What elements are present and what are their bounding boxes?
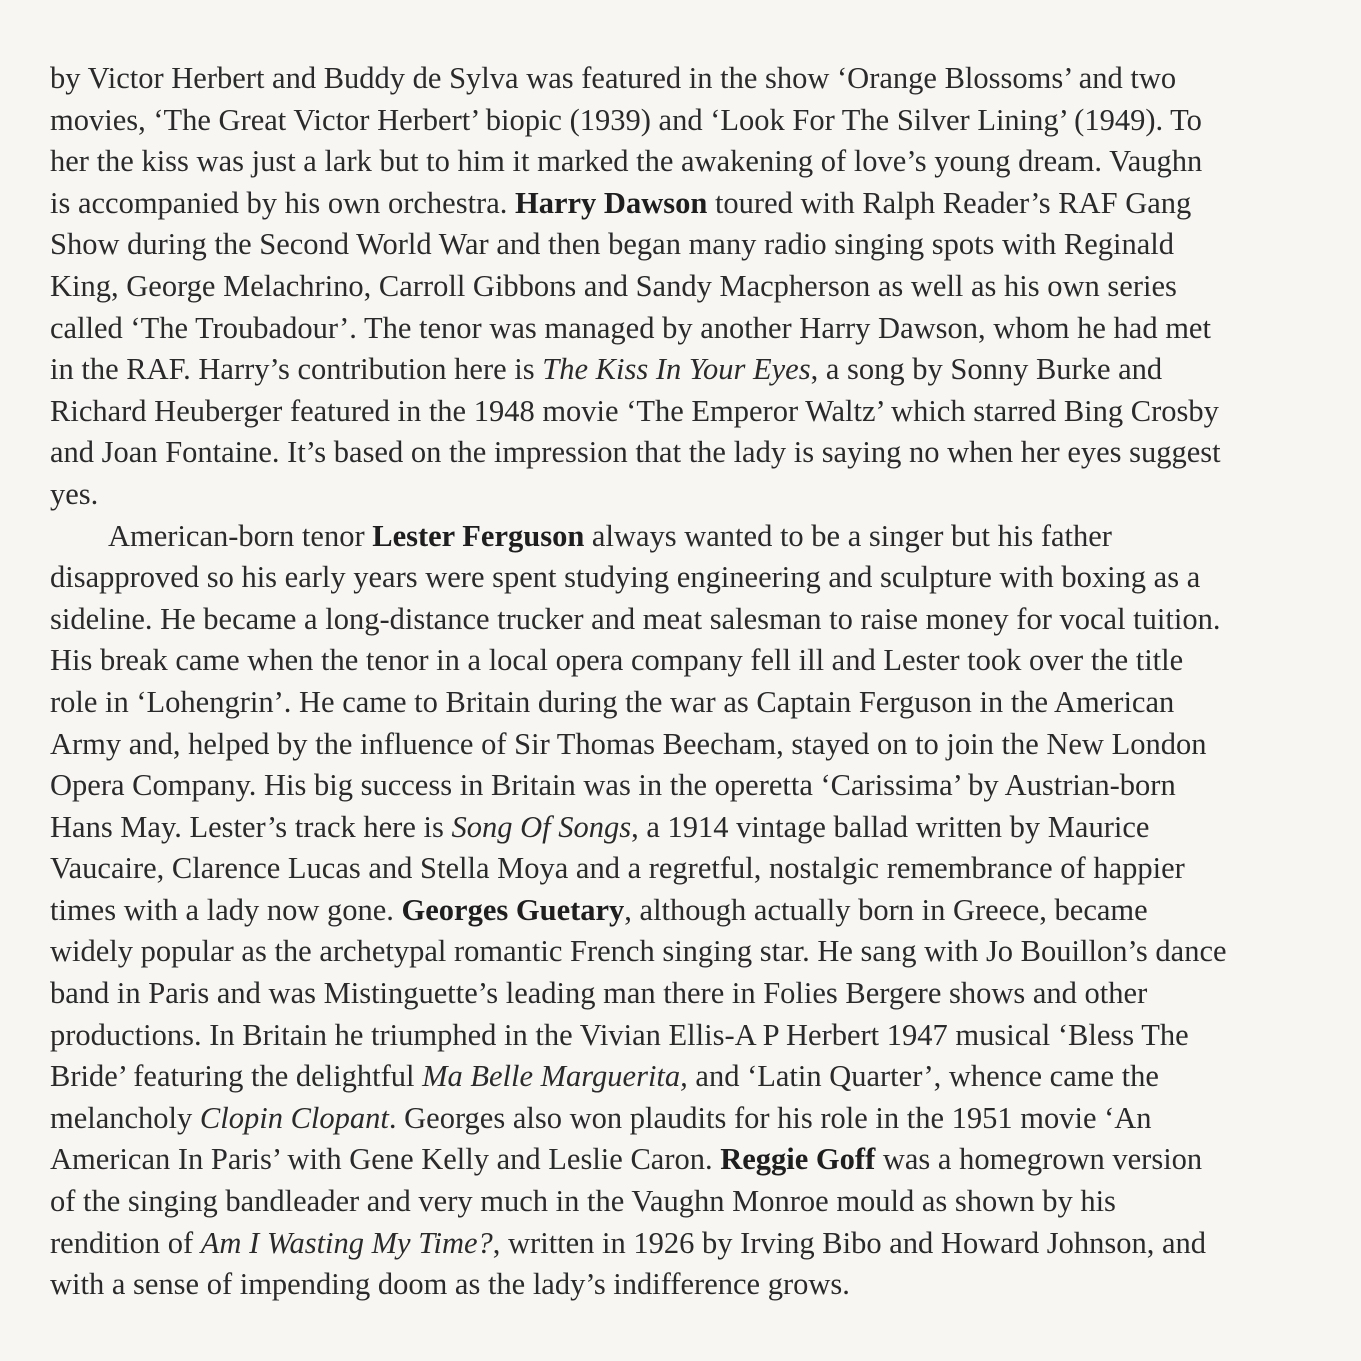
text-run: rendition of	[50, 1225, 201, 1260]
text-run: . Georges also won plaudits for his role in the 1951 movie ‘An	[388, 1100, 1152, 1135]
text-line	[50, 100, 1325, 142]
text-line	[50, 432, 1325, 474]
text-run: Opera Company. His big success in Britain was in the operetta ‘Carissima’ by Austrian-born	[50, 768, 1176, 803]
text-line	[50, 1139, 1325, 1181]
text-line	[50, 391, 1325, 433]
text-run: King, George Melachrino, Carroll Gibbons and Sandy Macpherson as well as his own series	[50, 268, 1177, 303]
text-line	[50, 1181, 1325, 1223]
song-title: Clopin Clopant	[199, 1100, 389, 1135]
text-run: with a sense of impending doom as the lady’s indifference grows.	[50, 1267, 850, 1302]
text-line	[50, 931, 1325, 973]
text-line	[50, 724, 1325, 766]
text-line	[50, 848, 1325, 890]
text-run: by Victor Herbert and Buddy de Sylva was featured in the show ‘Orange Blossoms’ and two	[50, 61, 1177, 95]
text-run: always wanted to be a singer but his father	[584, 518, 1112, 553]
text-run: Vaucaire, Clarence Lucas and Stella Moya and a regretful, nostalgic remembrance of happier	[50, 851, 1185, 886]
text-run: American-born tenor	[108, 518, 373, 553]
artist-name: Harry Dawson	[515, 185, 708, 220]
text-line	[50, 682, 1325, 724]
text-line	[50, 1056, 1325, 1098]
artist-name: Lester Ferguson	[372, 518, 585, 553]
text-run: Bride’ featuring the delightful	[50, 1059, 423, 1094]
text-line	[50, 557, 1325, 599]
text-run: , a 1914 vintage ballad written by Maurice	[631, 809, 1150, 844]
text-run: yes.	[50, 476, 99, 511]
text-run: sideline. He became a long-distance trucker and meat salesman to raise money for vocal tuition.	[50, 601, 1221, 636]
text-line	[50, 1264, 1325, 1306]
text-run: and ‘Latin Quarter’, whence came the	[687, 1059, 1159, 1094]
text-run: melancholy	[50, 1100, 200, 1135]
text-line	[50, 765, 1325, 807]
liner-notes-page	[50, 58, 1325, 1306]
text-run: times with a lady now gone.	[50, 892, 402, 927]
song-title: Ma Belle Marguerita,	[422, 1059, 688, 1094]
text-run: , a song by Sonny Burke and	[810, 352, 1163, 387]
text-line	[50, 640, 1325, 682]
text-line	[50, 1223, 1325, 1265]
text-line	[50, 1098, 1325, 1140]
text-line	[50, 308, 1325, 350]
text-line	[50, 349, 1325, 391]
text-run: , although actually born in Greece, became	[624, 892, 1148, 927]
text-run: in the RAF. Harry’s contribution here is	[50, 352, 543, 387]
text-line	[50, 183, 1325, 225]
text-run: toured with Ralph Reader’s RAF Gang	[707, 185, 1192, 220]
text-line	[50, 516, 1325, 558]
text-line	[50, 973, 1325, 1015]
text-run: American In Paris’ with Gene Kelly and Leslie Caron.	[50, 1142, 721, 1177]
artist-name: Reggie Goff	[720, 1142, 876, 1177]
text-run: Richard Heuberger featured in the 1948 movie ‘The Emperor Waltz’ which starred Bing Crosby	[50, 393, 1219, 428]
text-run: Hans May. Lester’s track here is	[50, 809, 452, 844]
text-line	[50, 141, 1325, 183]
text-run: disapproved so his early years were spent studying engineering and sculpture with boxing as a	[50, 560, 1201, 595]
text-run: of the singing bandleader and very much in the Vaughn Monroe mould as shown by his	[50, 1184, 1116, 1219]
text-line	[50, 224, 1325, 266]
text-line	[50, 807, 1325, 849]
text-line	[50, 599, 1325, 641]
text-run: was a homegrown version	[875, 1142, 1203, 1177]
song-title: The Kiss In Your Eyes	[542, 352, 811, 387]
text-line	[50, 1015, 1325, 1057]
text-line	[50, 58, 1325, 100]
text-line	[50, 266, 1325, 308]
text-line	[50, 890, 1325, 932]
text-run: His break came when the tenor in a local opera company fell ill and Lester took over the title	[50, 643, 1184, 678]
song-title: Song Of Songs	[451, 809, 632, 844]
text-line	[50, 474, 1325, 516]
text-run: band in Paris and was Mistinguette’s leading man there in Folies Bergere shows and other	[50, 976, 1148, 1011]
text-run: role in ‘Lohengrin’. He came to Britain during the war as Captain Ferguson in the American	[50, 684, 1175, 719]
text-run: productions. In Britain he triumphed in the Vivian Ellis-A P Herbert 1947 musical ‘Bless The	[50, 1017, 1189, 1052]
paragraph	[50, 58, 1325, 516]
text-run: called ‘The Troubadour’. The tenor was managed by another Harry Dawson, whom he had met	[50, 310, 1211, 345]
song-title: Am I Wasting My Time?	[200, 1225, 493, 1260]
text-run: her the kiss was just a lark but to him it marked the awakening of love’s young dream. Vaughn	[50, 144, 1203, 179]
text-run: Army and, helped by the influence of Sir Thomas Beecham, stayed on to join the New London	[50, 726, 1207, 761]
text-run: widely popular as the archetypal romantic French singing star. He sang with Jo Bouillon’s dance	[50, 934, 1227, 969]
text-run: Show during the Second World War and then began many radio singing spots with Reginald	[50, 227, 1175, 262]
text-run: and Joan Fontaine. It’s based on the impression that the lady is saying no when her eyes suggest	[50, 435, 1221, 470]
text-run: , written in 1926 by Irving Bibo and Howard Johnson, and	[492, 1225, 1207, 1260]
text-run: is accompanied by his own orchestra.	[50, 185, 515, 220]
artist-name: Georges Guetary	[401, 892, 625, 927]
paragraph	[50, 516, 1325, 1306]
text-run: movies, ‘The Great Victor Herbert’ biopic (1939) and ‘Look For The Silver Lining’ (1949). To	[50, 102, 1202, 137]
